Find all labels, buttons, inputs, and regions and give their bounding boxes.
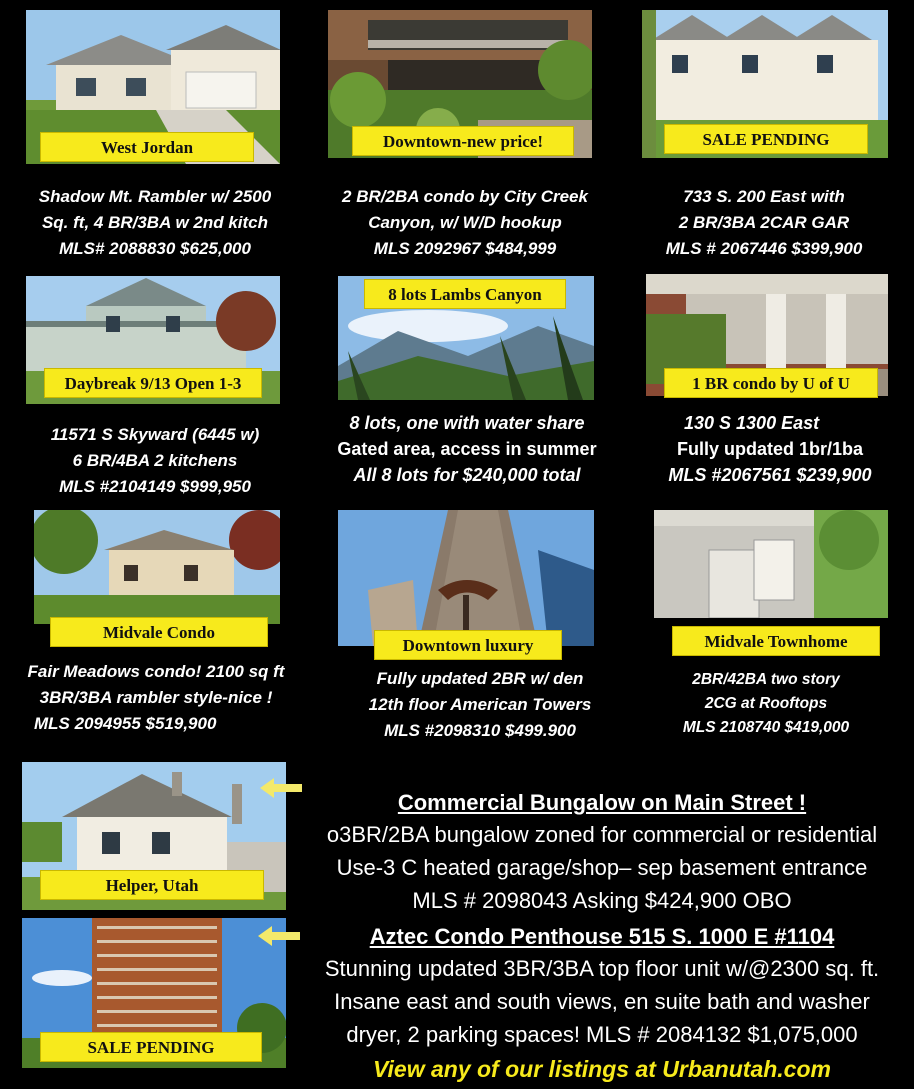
listing-tag: Downtown luxury bbox=[374, 630, 562, 660]
caption-line: MLS 2092967 $484,999 bbox=[373, 239, 557, 258]
left-arrow-icon bbox=[258, 926, 300, 946]
feature-line: o3BR/2BA bungalow zoned for commercial or residential bbox=[326, 822, 878, 847]
listing-caption bbox=[10, 422, 300, 500]
caption-line: Fair Meadows condo! 2100 sq ft bbox=[27, 662, 285, 681]
listing-caption bbox=[315, 184, 615, 262]
feature-title[interactable]: Aztec Condo Penthouse 515 S. 1000 E #1104 bbox=[369, 924, 835, 949]
caption-line: 130 S 1300 East bbox=[684, 413, 820, 433]
listing-tag: Downtown-new price! bbox=[352, 126, 574, 156]
caption-line: MLS #2098310 $499.900 bbox=[384, 721, 576, 740]
caption-line: Fully updated 2BR w/ den bbox=[376, 669, 584, 688]
caption-line: MLS #2067561 $239,900 bbox=[668, 465, 872, 485]
listing-tag: 8 lots Lambs Canyon bbox=[364, 279, 566, 309]
listing-tag: SALE PENDING bbox=[664, 124, 868, 154]
caption-line: MLS #2104149 $999,950 bbox=[59, 477, 251, 496]
caption-line: 6 BR/4BA 2 kitchens bbox=[72, 451, 238, 470]
caption-line: MLS # 2067446 $399,900 bbox=[665, 239, 863, 258]
listing-tag: SALE PENDING bbox=[40, 1032, 262, 1062]
caption-line: 3BR/3BA rambler style-nice ! bbox=[39, 688, 273, 707]
caption-line: 2 BR/2BA condo by City Creek bbox=[342, 187, 588, 206]
caption-line: All 8 lots for $240,000 total bbox=[353, 465, 581, 485]
listing-caption bbox=[622, 184, 906, 262]
feature-aztec-penthouse bbox=[296, 921, 908, 1051]
caption-line: 11571 S Skyward (6445 w) bbox=[50, 425, 260, 444]
caption-line: Sq. ft, 4 BR/3BA w 2nd kitch bbox=[41, 213, 269, 232]
footer-website-link[interactable]: View any of our listings at Urbanutah.com bbox=[373, 1056, 831, 1082]
listing-tag: Midvale Condo bbox=[50, 617, 268, 647]
listing-caption bbox=[6, 659, 306, 737]
caption-line: 2 BR/3BA 2CAR GAR bbox=[678, 213, 850, 232]
feature-line: Stunning updated 3BR/3BA top floor unit w/@2300 sq. ft. bbox=[324, 956, 880, 981]
caption-line: Canyon, w/ W/D hookup bbox=[368, 213, 562, 232]
listing-caption bbox=[630, 410, 910, 488]
caption-line: Fully updated 1br/1ba bbox=[676, 439, 864, 459]
listing-tag: Helper, Utah bbox=[40, 870, 264, 900]
caption-line: Shadow Mt. Rambler w/ 2500 bbox=[38, 187, 272, 206]
caption-line: Gated area, access in summer bbox=[337, 439, 597, 459]
feature-line: dryer, 2 parking spaces! MLS # 2084132 $1,075,000 bbox=[346, 1022, 858, 1047]
listing-photo-midvale-condo[interactable] bbox=[34, 510, 280, 624]
feature-title[interactable]: Commercial Bungalow on Main Street ! bbox=[397, 790, 807, 815]
caption-line: MLS# 2088830 $625,000 bbox=[59, 239, 251, 258]
caption-line: 8 lots, one with water share bbox=[349, 413, 585, 433]
listing-caption bbox=[330, 666, 630, 744]
listing-photo-downtown-tower[interactable] bbox=[338, 510, 594, 646]
feature-commercial-bungalow bbox=[296, 787, 908, 917]
caption-line: 2BR/42BA two story bbox=[692, 671, 840, 688]
listing-caption bbox=[10, 184, 300, 262]
caption-line: MLS 2108740 $419,000 bbox=[682, 719, 850, 736]
caption-line: 733 S. 200 East with bbox=[683, 187, 845, 206]
listing-caption bbox=[636, 668, 896, 740]
listing-tag: Midvale Townhome bbox=[672, 626, 880, 656]
caption-line: 12th floor American Towers bbox=[368, 695, 592, 714]
feature-line: Insane east and south views, en suite bath and washer bbox=[334, 989, 870, 1014]
caption-line: MLS 2094955 $519,900 bbox=[34, 714, 217, 733]
listing-caption bbox=[312, 410, 622, 488]
listing-tag: West Jordan bbox=[40, 132, 254, 162]
listing-tag: Daybreak 9/13 Open 1-3 bbox=[44, 368, 262, 398]
feature-line: Use-3 C heated garage/shop– sep basement entrance bbox=[336, 855, 868, 880]
listing-tag: 1 BR condo by U of U bbox=[664, 368, 878, 398]
feature-line: MLS # 2098043 Asking $424,900 OBO bbox=[412, 888, 792, 913]
caption-line: 2CG at Rooftops bbox=[704, 695, 828, 712]
listing-photo-midvale-townhome[interactable] bbox=[654, 510, 888, 618]
